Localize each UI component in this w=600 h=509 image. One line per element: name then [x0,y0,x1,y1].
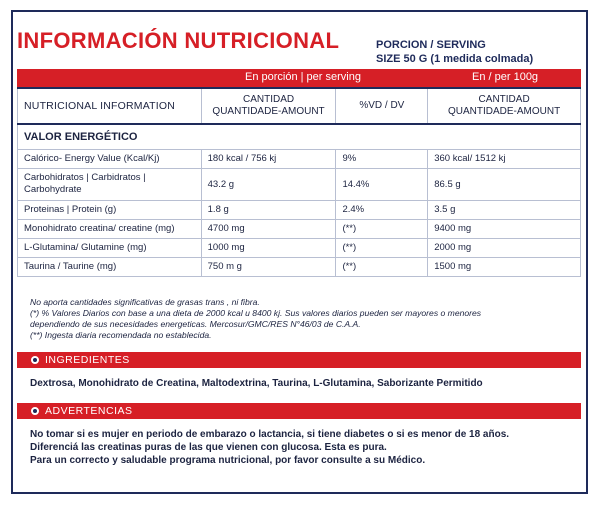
row-vd: (**) [336,219,428,238]
row-per100: 360 kcal/ 1512 kj [428,149,581,168]
warning-line-2: Diferenciá las creatinas puras de las que vienen con glucosa. Esta es pura. [30,442,387,453]
header-amount-100 [428,88,581,124]
row-vd: 9% [336,149,428,168]
nutrition-table [17,87,581,277]
portion-size [376,38,533,66]
row-per100: 3.5 g [428,200,581,219]
table-header-row [18,88,581,124]
row-serving: 4700 mg [201,219,336,238]
ingredients-text: Dextrosa, Monohidrato de Creatina, Maltodextrina, Taurina, L-Glutamina, Saborizante Permitido [30,378,483,389]
row-vd: (**) [336,238,428,257]
row-label: Calórico- Energy Value (Kcal/Kj) [18,149,202,168]
header-amount-100-1: CANTIDAD [478,94,530,105]
table-row [18,168,581,200]
row-per100: 9400 mg [428,219,581,238]
row-serving: 1000 mg [201,238,336,257]
section-row [18,124,581,149]
row-label-line-2: Carbohydrate [24,184,82,195]
footnote-2: (*) % Valores Diarios con base a una dieta de 2000 kcal u 8400 kj. Sus valores diarios pueden ser mayores o menores [30,308,482,318]
header-amount-serving-1: CANTIDAD [242,94,295,105]
bullet-icon [31,407,39,415]
bullet-icon [31,356,39,364]
per-100g-label: En / per 100g [472,71,539,83]
section-title: VALOR ENERGÉTICO [18,124,581,149]
portion-line-1: PORCION / SERVING [376,39,486,51]
header-label: NUTRICIONAL INFORMATION [18,88,202,124]
row-serving: 750 m g [201,257,336,276]
row-label: Taurina / Taurine (mg) [18,257,202,276]
row-serving: 1.8 g [201,200,336,219]
row-label [18,168,202,200]
warning-line-3: Para un correcto y saludable programa nutricional, por favor consulte a su Médico. [30,455,426,466]
warning-line-1: No tomar si es mujer en periodo de embarazo o lactancia, si tiene diabetes o si es menor de 18 años. [30,429,510,440]
row-label: Monohidrato creatina/ creatine (mg) [18,219,202,238]
row-per100: 2000 mg [428,238,581,257]
table-row [18,238,581,257]
row-vd: 14.4% [336,168,428,200]
header-vd: %VD / DV [336,88,428,124]
row-label: Proteinas | Protein (g) [18,200,202,219]
row-vd: 2.4% [336,200,428,219]
header-amount-serving-2: QUANTIDADE-AMOUNT [212,106,325,117]
table-row [18,219,581,238]
table-row [18,200,581,219]
row-per100: 86.5 g [428,168,581,200]
footnote-4: (**) Ingesta diaria recomendada no establecida. [30,330,212,340]
ingredients-title: INGREDIENTES [45,354,130,366]
warnings-header [17,403,581,419]
header-amount-serving [201,88,336,124]
footnotes [30,297,481,341]
portion-line-2: SIZE 50 G (1 medida colmada) [376,53,534,65]
row-serving: 43.2 g [201,168,336,200]
serving-header-bar [17,69,581,87]
header-amount-100-2: QUANTIDADE-AMOUNT [448,106,561,117]
row-vd: (**) [336,257,428,276]
table-row [18,257,581,276]
warnings-text [30,428,509,467]
row-per100: 1500 mg [428,257,581,276]
page-title: INFORMACIÓN NUTRICIONAL [17,28,340,53]
row-label: L-Glutamina/ Glutamine (mg) [18,238,202,257]
table-row [18,149,581,168]
warnings-title: ADVERTENCIAS [45,405,133,417]
row-label-line-1: Carbohidratos | Carbidratos | [24,172,146,183]
row-serving: 180 kcal / 756 kj [201,149,336,168]
footnote-1: No aporta cantidades significativas de grasas trans , ni fibra. [30,297,260,307]
ingredients-header [17,352,581,368]
per-serving-label: En porción | per serving [245,71,361,83]
footnote-3: dependiendo de sus necesidades energeticas. Mercosur/GMC/RES N°46/03 de C.A.A. [30,319,361,329]
